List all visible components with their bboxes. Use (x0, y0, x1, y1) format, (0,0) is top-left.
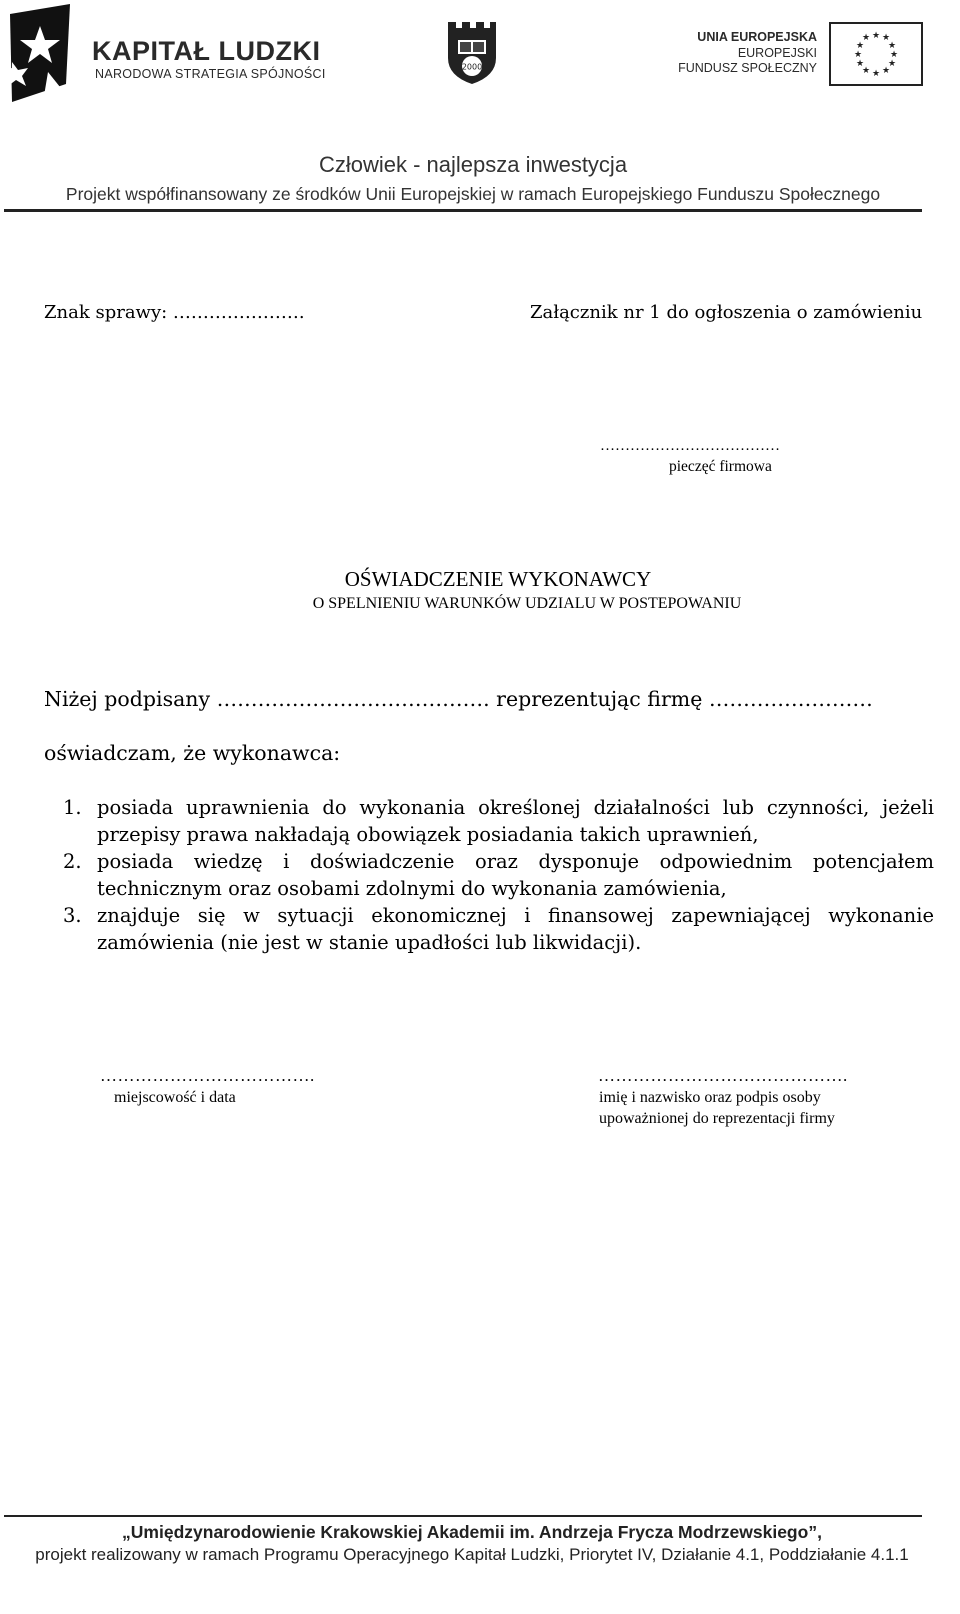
svg-text:★: ★ (871, 31, 881, 41)
svg-text:★: ★ (889, 50, 899, 60)
svg-text:★: ★ (855, 41, 865, 51)
svg-text:★: ★ (861, 66, 871, 76)
eu-fund-label-2: FUNDUSZ SPOŁECZNY (678, 61, 817, 75)
list-item-text: posiada wiedzę i doświadczenie oraz dysponuje odpowiednim potencjałem technicznym oraz osobami zdolnymi do wykonania zamówienia, (97, 850, 934, 900)
attachment-label: Załącznik nr 1 do ogłoszenia o zamówieniu (530, 302, 923, 323)
kapital-ludzki-logo (4, 4, 324, 104)
conditions-list (44, 794, 934, 956)
svg-text:★: ★ (871, 69, 881, 79)
university-crest-icon (444, 18, 500, 86)
eu-fund-label-1: EUROPEJSKI (737, 46, 817, 60)
footer-divider (4, 1515, 922, 1517)
list-item-number: 2. (63, 850, 82, 873)
svg-text:★: ★ (887, 41, 897, 51)
eu-union-label: UNIA EUROPEJSKA (697, 30, 817, 44)
list-item-number: 3. (63, 904, 82, 927)
list-item (44, 794, 934, 848)
svg-text:★: ★ (881, 33, 891, 43)
company-stamp-dots: ……………………………… (600, 438, 780, 454)
list-item-text: posiada uprawnienia do wykonania określonej działalności lub czynności, jeżeli przepisy prawa nakładają obowiązek posiadania takich uprawnień, (97, 796, 934, 846)
kapital-ludzki-star-icon (4, 4, 76, 102)
svg-text:★: ★ (887, 59, 897, 69)
project-cofinancing-line: Projekt współfinansowany ze środków Unii Europejskiej w ramach Europejskiego Funduszu Społecznego (65, 184, 881, 204)
place-date-dots: ………………………………. (100, 1066, 315, 1085)
undersigned-line: Niżej podpisany …………………………………. reprezentując firmę …………………… (44, 687, 873, 711)
svg-text:★: ★ (881, 66, 891, 76)
document-subtitle: O SPELNIENIU WARUNKÓW UDZIALU W POSTEPOWANIU (312, 595, 742, 612)
svg-text:★: ★ (855, 59, 865, 69)
list-item (44, 848, 934, 902)
crest-year: 2000 (461, 62, 483, 72)
place-date-label: miejscowość i data (114, 1089, 236, 1106)
svg-text:★: ★ (853, 50, 863, 60)
declaration-intro: oświadczam, że wykonawca: (44, 741, 341, 765)
list-item-text: znajduje się w sytuacji ekonomicznej i finansowej zapewniającej wykonanie zamówienia (nie jest w stanie upadłości lub likwidacji). (97, 904, 934, 954)
svg-text:★: ★ (861, 33, 871, 43)
case-number-label: Znak sprawy: …………………. (44, 302, 305, 323)
signature-dots: ……………………………………. (598, 1066, 848, 1085)
eu-flag-icon (829, 22, 923, 86)
footer-project-title: „Umiędzynarodowienie Krakowskiej Akademii im. Andrzeja Frycza Modrzewskiego”, (122, 1522, 822, 1542)
list-item-number: 1. (63, 796, 82, 819)
slogan: Człowiek - najlepsza inwestycja (318, 152, 628, 177)
header-divider (4, 209, 922, 212)
eu-logo (680, 22, 925, 88)
footer-programme-line: projekt realizowany w ramach Programu Operacyjnego Kapitał Ludzki, Priorytet IV, Działanie 4.1, Poddziałanie 4.1.1 (35, 1545, 909, 1564)
kapital-ludzki-subtitle: NARODOWA STRATEGIA SPÓJNOŚCI (95, 67, 326, 81)
university-crest-logo (444, 18, 500, 86)
kapital-ludzki-title: KAPITAŁ LUDZKI (92, 36, 321, 66)
company-stamp-label: pieczęć firmowa (669, 458, 772, 475)
list-item (44, 902, 934, 956)
document-title: OŚWIADCZENIE WYKONAWCY (344, 567, 652, 591)
signature-label-line-1: imię i nazwisko oraz podpis osoby (599, 1089, 821, 1106)
signature-label-line-2: upoważnionej do reprezentacji firmy (599, 1110, 835, 1127)
